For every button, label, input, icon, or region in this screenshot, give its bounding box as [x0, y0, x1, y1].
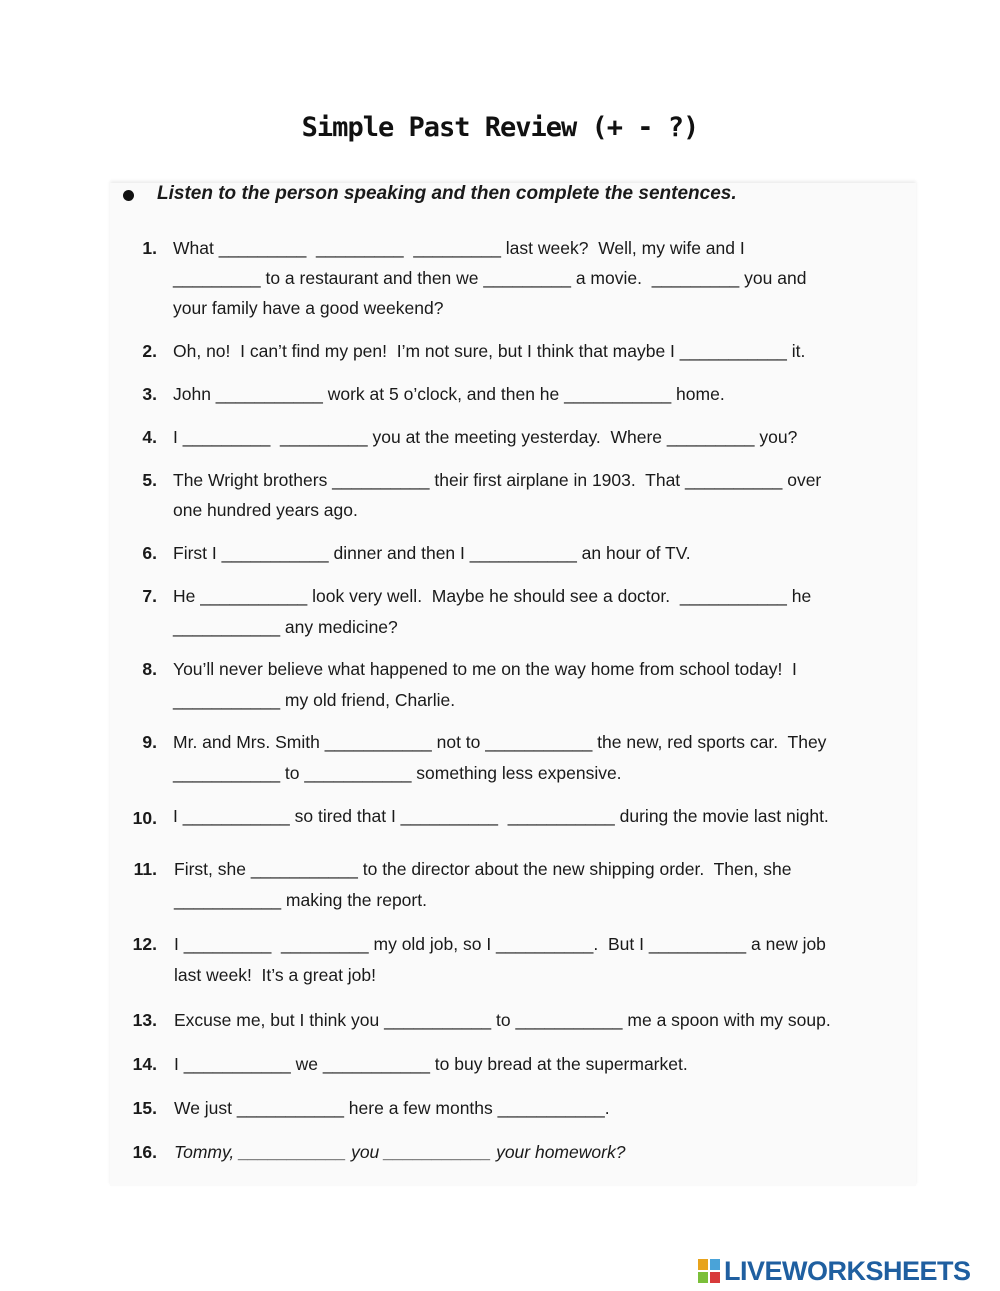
liveworksheets-logo [697, 1254, 971, 1288]
item-line: What _________ _________ _________ last week? Well, my wife and I [173, 238, 745, 258]
item-line: ___________ any medicine? [173, 617, 398, 637]
item-number: 2. [142, 341, 157, 361]
logo-text: LIVEWORKSHEETS [724, 1255, 971, 1286]
item-line: your family have a good weekend? [173, 298, 444, 318]
item-line: You’ll never believe what happened to me on the way home from school today! I [173, 659, 797, 679]
item-number: 5. [142, 470, 157, 490]
item-line: We just ___________ here a few months ___________. [174, 1098, 610, 1118]
item-number: 6. [142, 543, 157, 563]
item-line: I _________ _________ my old job, so I __________. But I __________ a new job [174, 934, 826, 954]
logo-block [697, 1258, 709, 1271]
item-line: He ___________ look very well. Maybe he should see a doctor. ___________ he [173, 586, 812, 606]
logo-block [709, 1258, 721, 1271]
item-line: John ___________ work at 5 o’clock, and then he ___________ home. [173, 384, 725, 404]
item-number: 1. [142, 238, 157, 258]
item-number: 9. [142, 732, 157, 752]
item-number: 3. [142, 384, 157, 404]
worksheet-title: Simple Past Review (+ - ?) [301, 112, 699, 143]
item-line: First, she ___________ to the director about the new shipping order. Then, she [174, 859, 792, 879]
logo-block [697, 1271, 709, 1284]
item-line: Tommy, ___________ you ___________ your homework? [174, 1142, 626, 1162]
item-line: Excuse me, but I think you ___________ to ___________ me a spoon with my soup. [174, 1010, 831, 1030]
item-number: 8. [142, 659, 157, 679]
item-number: 16. [132, 1142, 157, 1162]
item-number: 13. [132, 1010, 157, 1030]
item-line: Oh, no! I can’t find my pen! I’m not sure, but I think that maybe I ___________ it. [173, 341, 806, 361]
item-number: 4. [142, 427, 157, 447]
item-number: 12. [132, 934, 157, 954]
item-line: The Wright brothers __________ their first airplane in 1903. That __________ over [173, 470, 822, 490]
item-line: ___________ my old friend, Charlie. [173, 690, 456, 710]
item-line: First I ___________ dinner and then I ___________ an hour of TV. [173, 543, 691, 563]
item-number: 14. [132, 1054, 157, 1074]
item-line: last week! It’s a great job! [174, 965, 377, 985]
item-line: I _________ _________ you at the meeting yesterday. Where _________ you? [173, 427, 798, 447]
item-line: I ___________ we ___________ to buy bread at the supermarket. [174, 1054, 688, 1074]
logo-blocks-icon [697, 1258, 721, 1284]
item-line: Mr. and Mrs. Smith ___________ not to ___________ the new, red sports car. They [173, 732, 827, 752]
item-number: 15. [132, 1098, 157, 1118]
item-line: I ___________ so tired that I __________ ___________ during the movie last night. [173, 806, 829, 826]
item-line: ___________ making the report. [174, 890, 427, 910]
item-number: 11. [133, 859, 157, 879]
item-line: ___________ to ___________ something less expensive. [173, 763, 622, 783]
item-number: 10. [132, 808, 157, 828]
logo-block [709, 1271, 721, 1284]
bullet-icon [123, 190, 134, 201]
item-line: one hundred years ago. [173, 500, 358, 520]
instruction-text: Listen to the person speaking and then complete the sentences. [157, 183, 737, 204]
item-line: _________ to a restaurant and then we _________ a movie. _________ you and [173, 268, 807, 288]
item-number: 7. [142, 586, 157, 606]
